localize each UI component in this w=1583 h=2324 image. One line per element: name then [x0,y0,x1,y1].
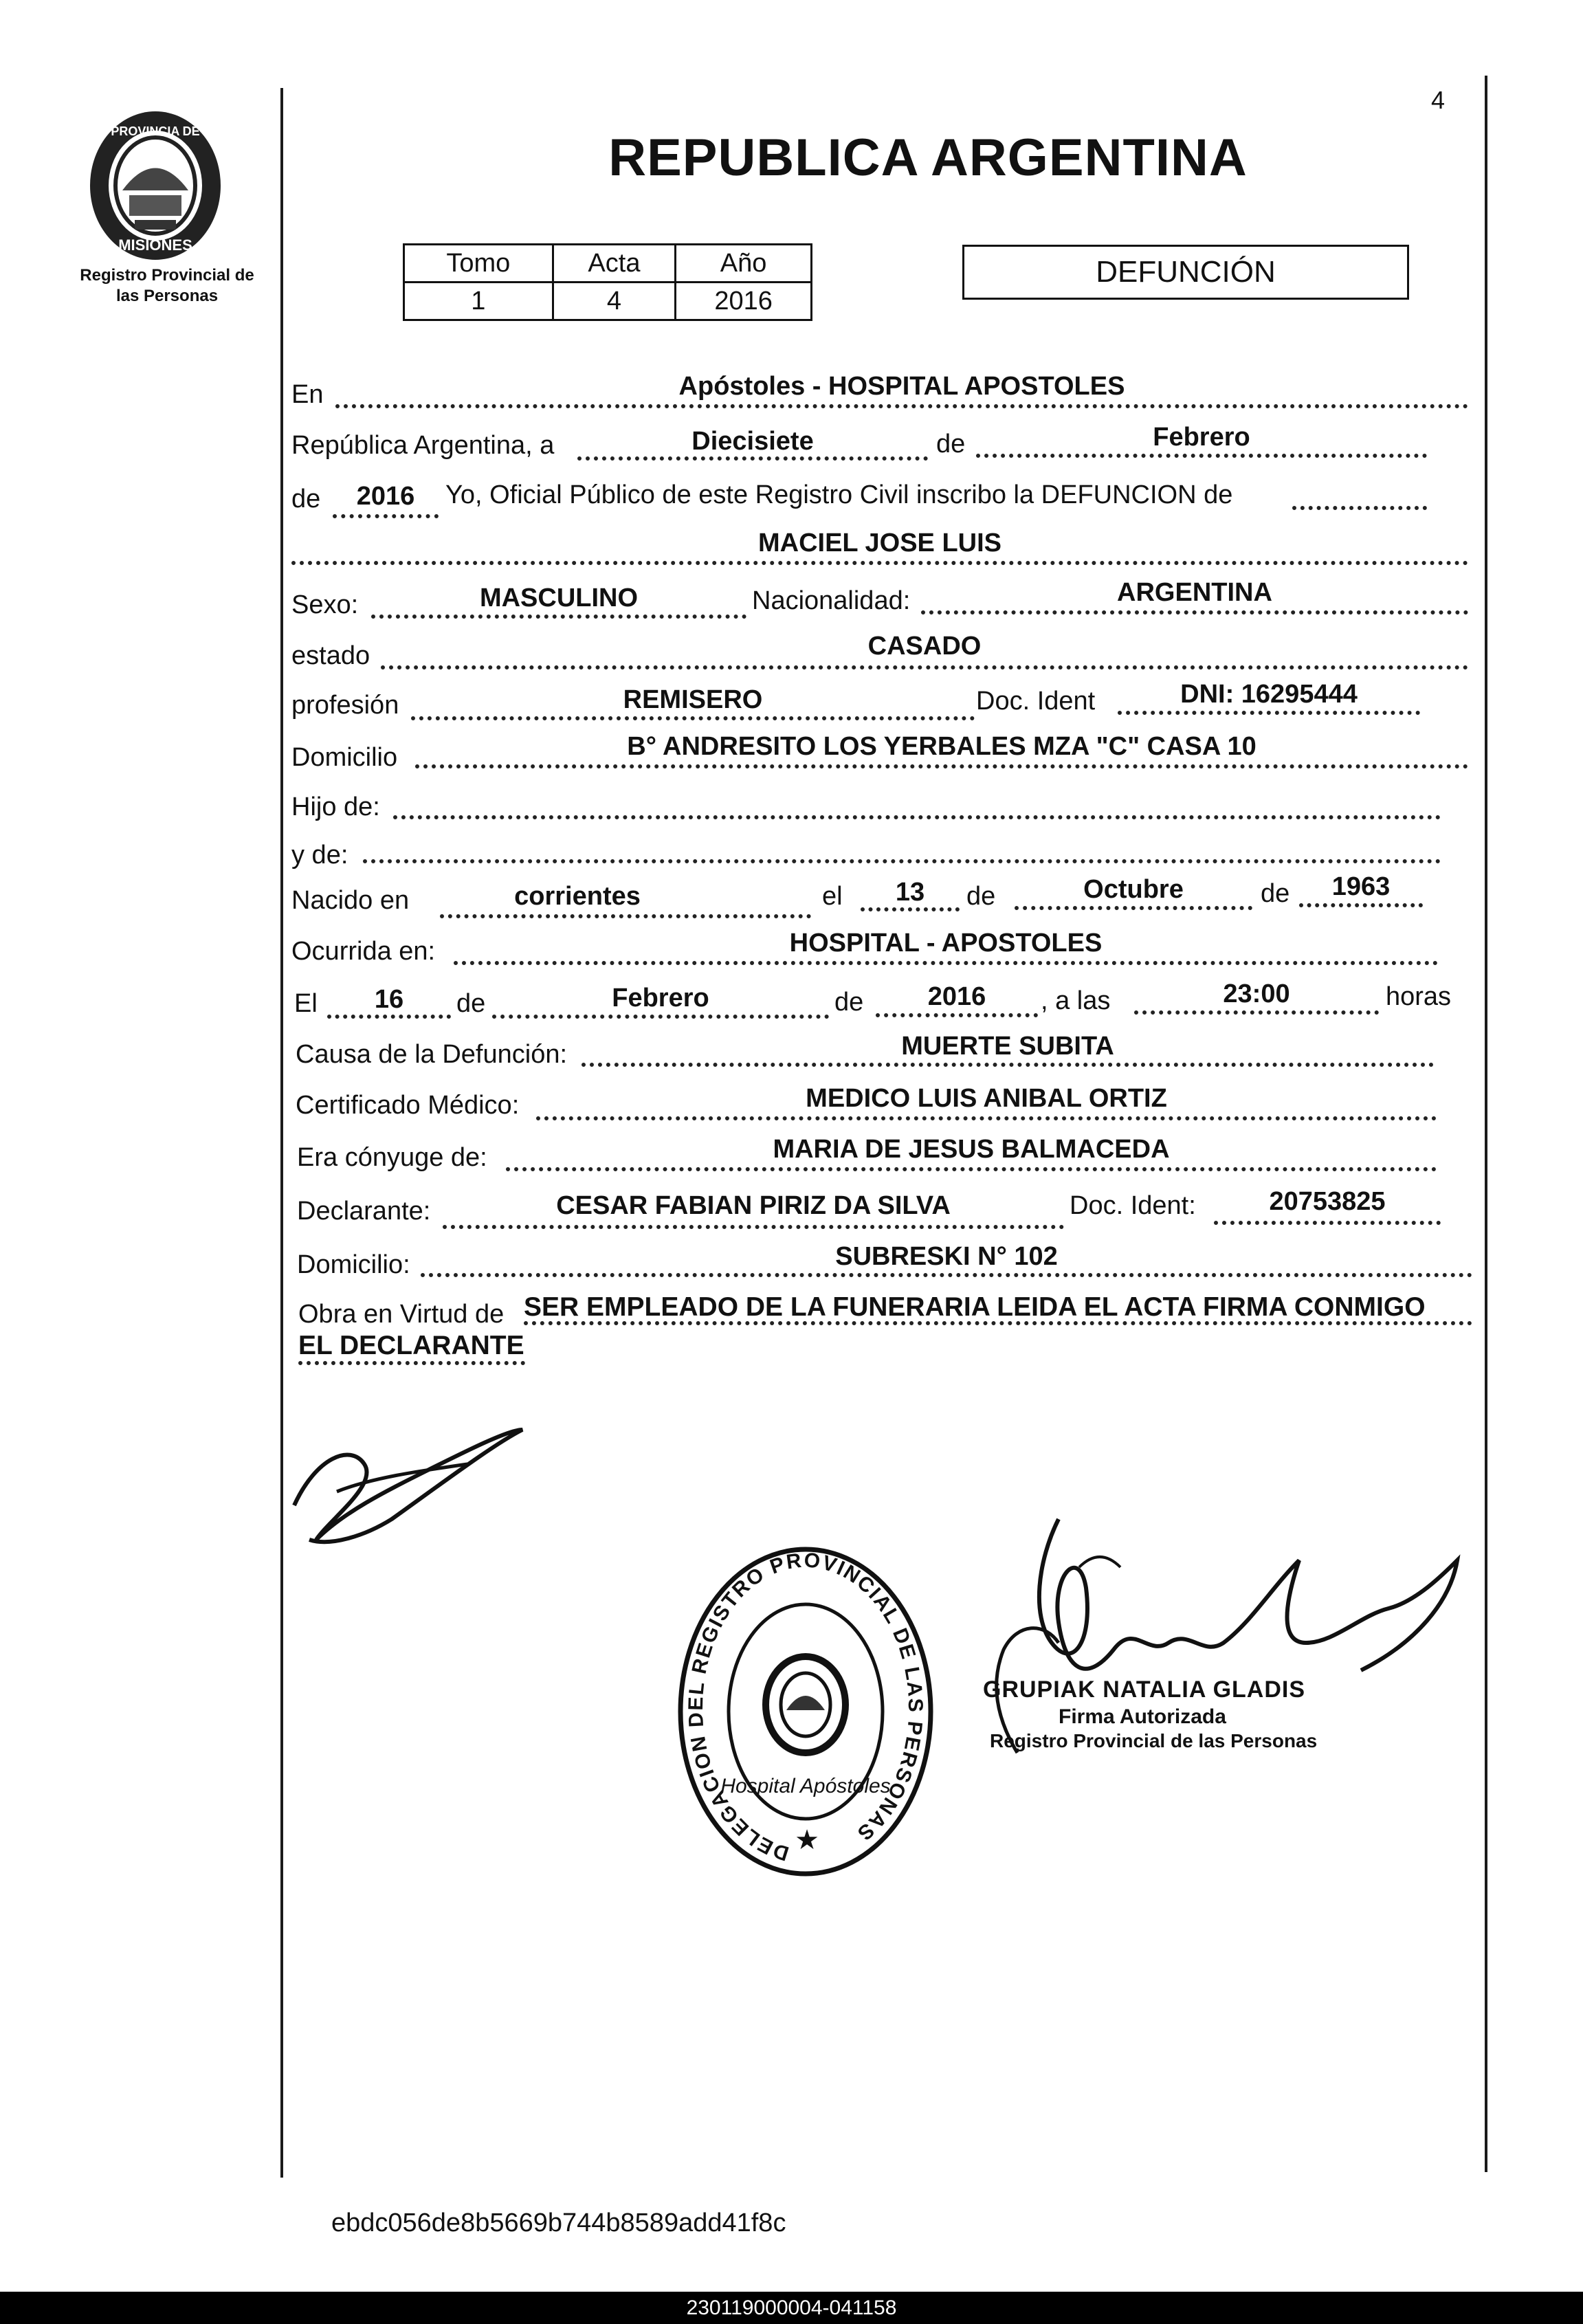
label-horas: horas [1386,982,1452,1011]
logo-caption-line2: las Personas [115,287,219,305]
dotted-line [492,1015,829,1019]
official-role: Firma Autorizada [1059,1705,1226,1728]
header-ano: Año [676,245,812,283]
dotted-line [333,514,439,518]
value-address: B° ANDRESITO LOS YERBALES MZA "C" CASA 10 [627,732,1257,761]
label-causa: Causa de la Defunción: [296,1040,568,1069]
header-tomo: Tomo [404,245,553,283]
value-civil-status: CASADO [867,632,982,661]
label-el: el [822,882,843,911]
label-de: de [456,989,486,1018]
label-estado: estado [291,641,370,670]
left-margin-line [280,88,283,2178]
svg-text:DELEGACION DEL REGISTRO PROVIN: DELEGACION DEL REGISTRO PROVINCIAL DE LAS PERSONAS [684,1549,927,1866]
svg-text:★: ★ [795,1824,819,1856]
label-y-de: y de: [291,841,348,870]
label-domicilio2: Domicilio: [297,1250,410,1279]
label-doc-ident: Doc. Ident [976,687,1096,716]
dotted-line [582,1063,1434,1067]
value-death-time: 23:00 [1223,980,1290,1008]
label-domicilio: Domicilio [291,743,398,772]
dotted-line [1214,1221,1441,1225]
footer-bar [0,2292,1583,2324]
label-nacido-en: Nacido en [291,886,410,915]
dotted-line [876,1013,1038,1017]
label-republica: República Argentina, a [291,431,555,460]
value-birth-day: 13 [895,878,925,907]
label-en: En [291,380,324,409]
label-ocurrida-en: Ocurrida en: [291,937,436,966]
label-profesion: profesión [291,691,399,720]
label-de: de [966,882,996,911]
official-name: GRUPIAK NATALIA GLADIS [983,1676,1306,1703]
dotted-line [411,716,975,720]
label-declarante: Declarante: [297,1197,431,1226]
dotted-line [371,615,746,619]
dotted-line [443,1225,1064,1229]
value-obra-line2: EL DECLARANTE [298,1331,524,1360]
label-de: de [936,430,966,458]
dotted-line [454,961,1438,965]
value-tomo: 1 [404,283,553,320]
value-acta: 4 [553,283,676,320]
dotted-line [976,454,1427,458]
dotted-line [921,610,1468,615]
value-cause: MUERTE SUBITA [901,1032,1114,1061]
value-physician: MEDICO LUIS ANIBAL ORTIZ [806,1084,1167,1113]
document-hash: ebdc056de8b5669b744b8589add41f8c [331,2209,786,2237]
province-logo [74,104,236,267]
right-margin-line [1485,76,1487,2172]
label-a-las: , a las [1041,986,1111,1015]
value-declarant: CESAR FABIAN PIRIZ DA SILVA [556,1191,951,1220]
dotted-line [335,404,1468,408]
value-declarant-doc: 20753825 [1269,1187,1386,1216]
dotted-line [1292,506,1427,510]
value-birth-place: corrientes [514,882,641,911]
page-number: 4 [1431,86,1446,114]
value-day: Diecisiete [691,427,814,456]
dotted-line [577,456,928,461]
svg-text:MISIONES: MISIONES [118,236,192,254]
value-death-month: Febrero [612,984,709,1012]
delegation-seal [675,1547,936,1890]
document-title: REPUBLICA ARGENTINA [608,129,1248,187]
dotted-line [415,764,1468,768]
dotted-line [1015,906,1252,910]
svg-text:Hospital Apóstoles: Hospital Apóstoles [720,1775,891,1797]
header-acta: Acta [553,245,676,283]
dotted-line [536,1116,1437,1120]
value-birth-year: 1963 [1331,872,1391,901]
value-profession: REMISERO [623,685,763,714]
value-death-day: 16 [374,985,404,1014]
dotted-line [861,907,960,911]
value-birth-month: Octubre [1083,875,1184,904]
dotted-line [506,1167,1437,1171]
value-death-year: 2016 [927,982,986,1011]
official-office: Registro Provincial de las Personas [990,1730,1318,1751]
dotted-line [1134,1010,1379,1015]
dotted-line [1299,903,1423,907]
footer-code: 230119000004-041158 [686,2297,897,2319]
value-place: Apóstoles - HOSPITAL APOSTOLES [678,372,1125,401]
record-table [403,243,812,321]
label-doc-ident2: Doc. Ident: [1070,1191,1196,1220]
label-de: de [291,485,321,513]
svg-text:PROVINCIA DE: PROVINCIA DE [111,124,200,138]
value-doc: DNI: 16295444 [1180,680,1358,709]
dotted-line [524,1321,1472,1325]
value-sex: MASCULINO [479,584,639,612]
label-oficial: Yo, Oficial Público de este Registro Civil inscribo la DEFUNCION de [445,480,1233,509]
value-year: 2016 [356,482,415,511]
value-spouse: MARIA DE JESUS BALMACEDA [773,1135,1170,1164]
value-obra-line1: SER EMPLEADO DE LA FUNERARIA LEIDA EL ACTA FIRMA CONMIGO [524,1292,1426,1322]
dotted-line [440,914,811,918]
declarant-signature [289,1416,536,1553]
label-sexo: Sexo: [291,590,359,619]
label-obra: Obra en Virtud de [298,1300,505,1329]
value-occurred-at: HOSPITAL - APOSTOLES [789,929,1103,958]
label-nacionalidad: Nacionalidad: [752,586,911,615]
dotted-line [363,859,1441,863]
dotted-line [327,1015,451,1019]
logo-caption-line1: Registro Provincial de [80,266,254,285]
label-hijo-de: Hijo de: [291,793,380,821]
dotted-line [381,665,1468,669]
value-nationality: ARGENTINA [1117,578,1272,607]
value-declarant-address: SUBRESKI N° 102 [835,1242,1058,1271]
label-de: de [834,988,864,1017]
record-type-box: DEFUNCIÓN [962,245,1409,300]
dotted-line [421,1273,1472,1277]
label-de: de [1261,879,1290,908]
label-certificado: Certificado Médico: [296,1091,520,1120]
label-conyuge: Era cónyuge de: [297,1143,487,1172]
label-el-upper: El [294,989,318,1018]
dotted-line [393,815,1441,819]
dotted-line [291,561,1468,565]
value-month: Febrero [1153,423,1250,452]
dotted-line [1118,711,1420,715]
value-name: MACIEL JOSE LUIS [757,529,1002,557]
value-ano: 2016 [676,283,812,320]
dotted-line [298,1361,525,1365]
